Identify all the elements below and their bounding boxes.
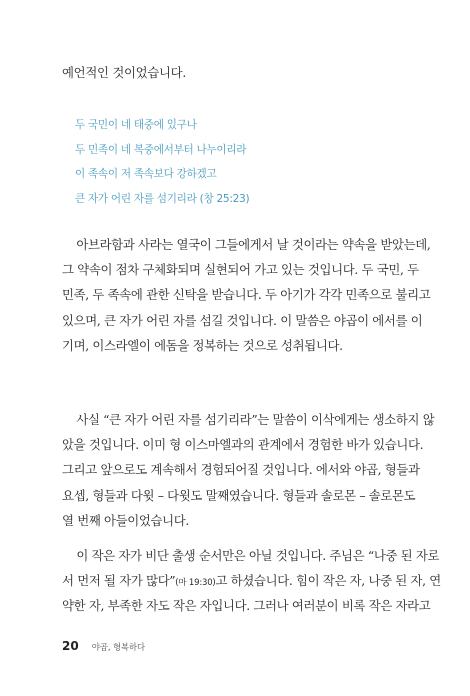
paragraph-line: 약한 자, 부족한 자도 작은 자입니다. 그러나 여러분이 비록 작은 자라고 (62, 598, 431, 614)
paragraph-line: 아브라함과 사라는 열국이 그들에게서 날 것이라는 약속을 받았는데, (62, 237, 431, 252)
quote-line: 두 국민이 네 태중에 있구나 (75, 119, 197, 131)
scripture-quote (75, 118, 249, 216)
paragraph-text: 서 먼저 될 자가 많다” (62, 573, 176, 589)
running-title: 야곱, 형복하다 (91, 643, 145, 653)
paragraph (62, 412, 435, 538)
paragraph-line: 그 약속이 점차 구체화되며 실현되어 가고 있는 것입니다. 두 국민, 두 (62, 262, 419, 278)
quote-line: 큰 자가 어린 자를 섬기리라 (창 25:23) (75, 192, 250, 205)
paragraph-line (62, 573, 441, 598)
page-footer (62, 635, 145, 654)
paragraph-line: 기며, 이스라엘이 에돔을 정복하는 것으로 성취됩니다. (62, 337, 343, 353)
paragraph (62, 237, 431, 363)
paragraph-line: 요셉, 형들과 다윗 – 다윗도 말째였습니다. 형들과 솔로몬 – 솔로몬도 (62, 487, 416, 503)
paragraph-line: 사실 “큰 자가 어린 자를 섬기리라”는 말씀이 이삭에게는 생소하지 않 (62, 412, 435, 427)
paragraph (62, 548, 441, 624)
paragraph-line: 열 번째 아들이었습니다. (62, 512, 189, 528)
page-number: 20 (62, 639, 79, 653)
quote-line: 이 족속이 저 족속보다 강하겠고 (75, 168, 217, 180)
paragraph-line: 있으며, 큰 자가 어린 자를 섬길 것입니다. 이 말씀은 야곱이 에서를 이 (62, 312, 423, 328)
paragraph-line: 민족, 두 족속에 관한 신탁을 받습니다. 두 아기가 각각 민족으로 불리고 (62, 287, 431, 303)
paragraph-line: 그리고 앞으로도 계속해서 경험되어질 것입니다. 에서와 야곱, 형들과 (62, 462, 420, 478)
paragraph-text: 고 하셨습니다. 힘이 작은 자, 나중 된 자, 연 (215, 573, 441, 589)
opening-line: 예언적인 것이었습니다. (62, 65, 186, 80)
scripture-reference: (마 19:30) (175, 578, 216, 589)
paragraph-line: 았을 것입니다. 이미 형 이스마엘과의 관계에서 경험한 바가 있습니다. (62, 437, 424, 453)
paragraph-line: 이 작은 자가 비단 출생 순서만은 아닐 것입니다. 주님은 “나중 된 자로 (62, 548, 440, 563)
quote-line: 두 민족이 네 복중에서부터 나누이리라 (75, 143, 247, 156)
